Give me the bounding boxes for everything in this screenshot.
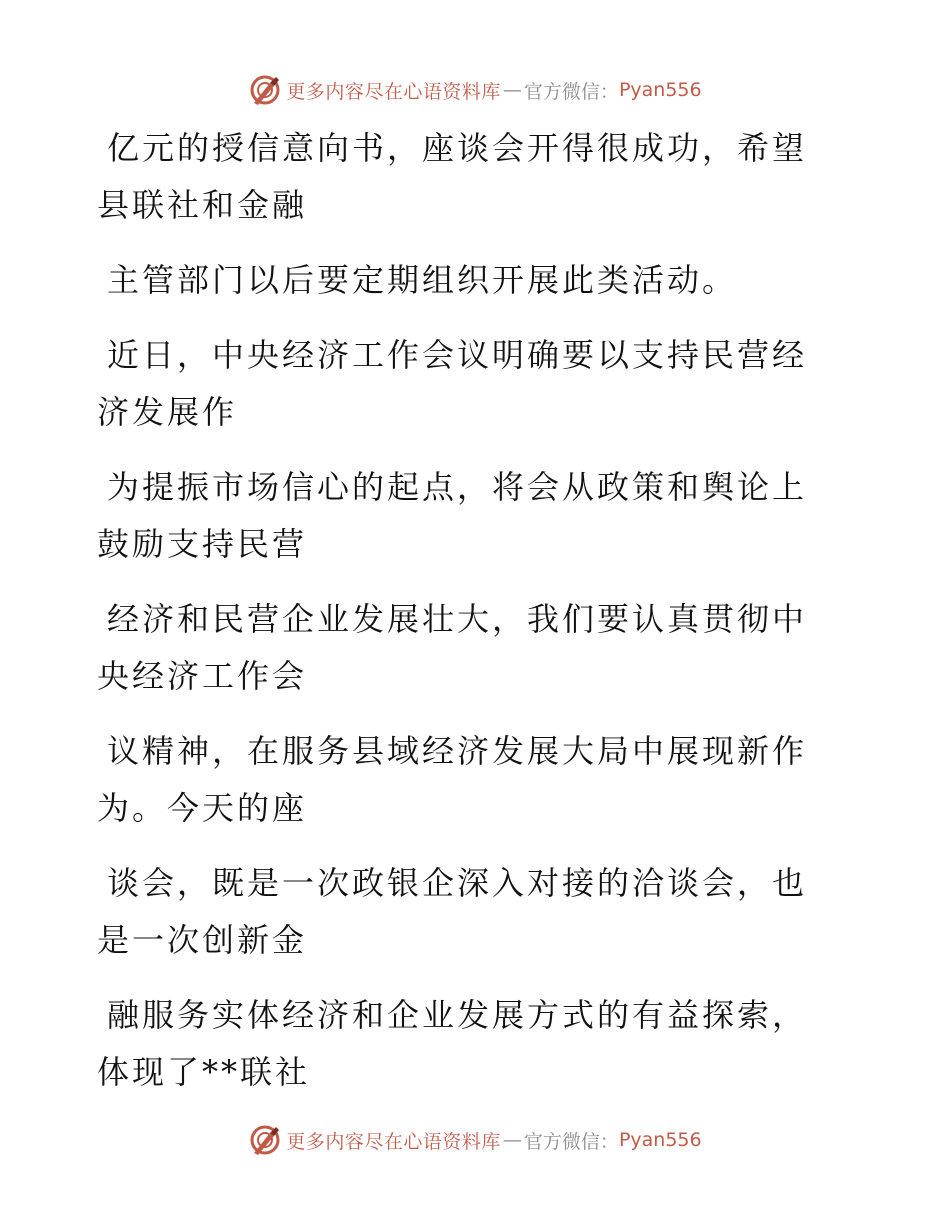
watermark-contact-label: 官方微信： [523,80,619,103]
paragraph-6: 议精神，在服务县域经济发展大局中展现新作为。今天的座 [97,732,808,827]
paragraph-8: 融服务实体经济和企业发展方式的有益探索，体现了**联社 [97,996,808,1091]
header-watermark [0,70,950,110]
paragraph-1: 亿元的授信意向书，座谈会开得很成功，希望县联社和金融 [97,129,808,224]
paragraph-2: 主管部门以后要定期组织开展此类活动。 [107,261,738,299]
watermark-contact-id: Pyan556 [618,79,702,101]
paragraph-5: 经济和民营企业发展壮大，我们要认真贯彻中央经济工作会 [97,600,808,695]
watermark-site-text: 更多内容尽在心语资料库 [286,1130,501,1153]
watermark-contact-label: 官方微信： [523,1130,619,1153]
paragraph-7: 谈会，既是一次政银企深入对接的洽谈会，也是一次创新金 [97,864,808,959]
watermark-separator: — [502,79,522,101]
watermark-separator: — [502,1129,522,1151]
watermark-contact-id: Pyan556 [618,1129,702,1151]
pen-logo-icon [248,73,282,107]
pen-logo-icon [248,1123,282,1157]
paragraph-3: 近日，中央经济工作会议明确要以支持民营经济发展作 [97,336,808,431]
watermark-site-text: 更多内容尽在心语资料库 [286,80,501,103]
paragraph-4: 为提振市场信心的起点，将会从政策和舆论上鼓励支持民营 [97,468,808,563]
footer-watermark [0,1120,950,1160]
document-body [97,120,837,1119]
